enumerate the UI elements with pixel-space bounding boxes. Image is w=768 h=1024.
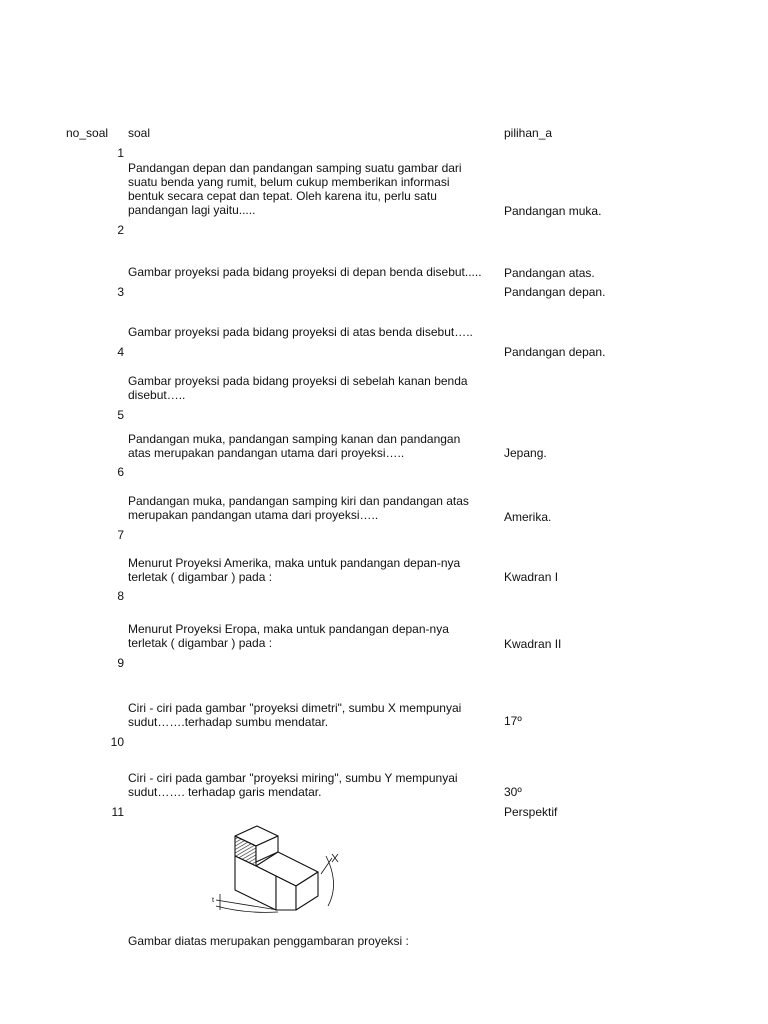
question-number: 7 [117,528,124,542]
answer-option-a: Perspektif [504,805,558,819]
question-text-line: Gambar diatas merupakan penggambaran proyeksi : [128,934,409,948]
question-number: 1 [117,146,124,160]
answer-option-a: Kwadran II [504,637,562,651]
answer-option-a: Jepang. [504,446,547,460]
question-text-line: Menurut Proyeksi Eropa, maka untuk pandangan depan-nya [128,622,449,636]
question-number: 8 [117,589,124,603]
answer-option-a: Pandangan atas. [504,266,595,280]
question-text-line: atas merupakan pandangan utama dari proyeksi….. [128,446,405,460]
answer-option-a: 17º [504,714,522,728]
answer-option-a: Pandangan depan. [504,345,606,359]
question-text-line: sudut……. terhadap garis mendatar. [128,785,322,799]
question-text-line: sudut…….terhadap sumbu mendatar. [128,715,329,729]
header-soal: soal [128,126,151,140]
question-number: 10 [110,735,124,749]
question-number: 2 [117,223,124,237]
question-text-line: terletak ( digambar ) pada : [128,636,273,650]
header-no-soal: no_soal [66,126,109,140]
answer-option-a: Pandangan depan. [504,285,606,299]
question-text-line: pandangan lagi yaitu..... [128,203,256,217]
question-text-line: merupakan pandangan utama dari proyeksi….. [128,508,379,522]
question-text-line: Menurut Proyeksi Amerika, maka untuk pandangan depan-nya [128,556,461,570]
question-text-line: bentuk secara cepat dan tepat. Oleh karena itu, perlu satu [128,189,437,203]
question-text-line: Gambar proyeksi pada bidang proyeksi di sebelah kanan benda [128,374,468,388]
stepped-block-drawing [206,814,352,914]
answer-option-a: Kwadran I [504,570,559,584]
angle-mark-label: t [212,895,215,904]
question-text-line: Ciri - ciri pada gambar "proyeksi miring", sumbu Y mempunyai [128,771,458,785]
question-text-line: Pandangan muka, pandangan samping kiri dan pandangan atas [128,494,469,508]
question-text-line: suatu benda yang rumit, belum cukup memberikan informasi [128,175,450,189]
answer-option-a: Amerika. [504,510,552,524]
question-number: 3 [117,285,124,299]
question-text-line: Gambar proyeksi pada bidang proyeksi di atas benda disebut….. [128,325,473,339]
question-text-line: Pandangan muka, pandangan samping kanan dan pandangan [128,432,461,446]
question-number: 11 [111,805,124,819]
question-text-line: terletak ( digambar ) pada : [128,570,273,584]
isometric-block-figure [206,814,352,914]
question-text-line: Gambar proyeksi pada bidang proyeksi di depan benda disebut..... [128,265,482,279]
header-pilihan-a: pilihan_a [504,126,553,140]
question-number: 4 [117,345,124,359]
question-text-line: Pandangan depan dan pandangan samping suatu gambar dari [128,161,462,175]
answer-option-a: 30º [504,785,522,799]
question-text-line: disebut….. [128,388,186,402]
question-number: 9 [117,656,124,670]
answer-option-a: Pandangan muka. [504,204,602,218]
question-number: 5 [117,408,124,422]
question-text-line: Ciri - ciri pada gambar "proyeksi dimetri", sumbu X mempunyai [128,701,462,715]
question-number: 6 [117,465,124,479]
